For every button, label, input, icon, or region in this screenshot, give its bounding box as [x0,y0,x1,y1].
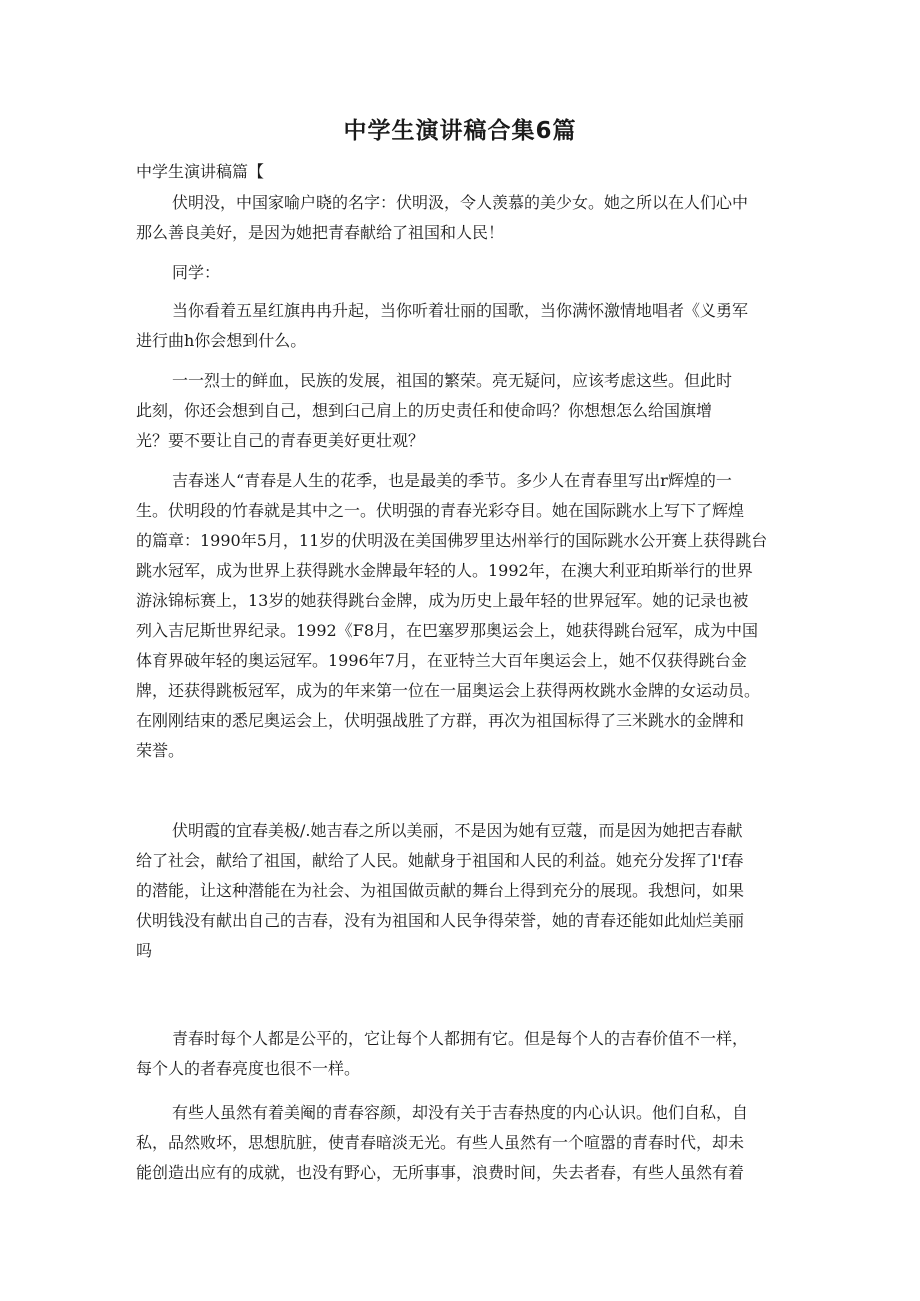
text-line: 的篇章：1990年5月，11岁的伏明汲在美国佛罗里达州举行的国际跳水公开赛上获得跳台 [136,531,768,550]
text-line: 吉春迷人“青春是人生的花季，也是最美的季节。多少人在青春里写出r辉煌的一 [172,471,732,490]
text-line: 伏明钱没有献出自己的吉春，没有为祖国和人民争得荣誉，她的青春还能如此灿烂美丽 [136,911,745,930]
paragraph [136,366,786,456]
text-line: 一一烈士的鲜血，民族的发展，祖国的繁荣。亮无疑问，应该考虑这些。但此时 [172,371,733,390]
text-line: 私，品然败坏，思想肮脏，使青春暗淡无光。有些人虽然有一个喧嚣的青春时代，却未 [136,1133,745,1152]
text-line: 伏明霞的宜春美极/.她吉春之所以美丽，不是因为她有豆蔻，而是因为她把吉春献 [172,821,743,840]
paragraph [136,296,786,356]
text-line: 的潜能，让这种潜能在为社会、为祖国做贡献的舞台上得到充分的展现。我想问，如果 [136,881,745,900]
text-line: 那么善良美好，是因为她把青春献给了祖国和人民！ [136,223,505,242]
text-line: 生。伏明段的竹春就是其中之一。伏明强的青春光彩夺目。她在国际跳水上写下了辉煌 [136,501,745,520]
text-line: 有些人虽然有着美阉的青春容颜，却没有关于吉春热度的内心认识。他们自私，自 [172,1103,749,1122]
text-line: 列入吉尼斯世界纪录。1992《F8月，在巴塞罗那奥运会上，她获得跳台冠军，成为中国 [136,621,759,640]
text-line: 进行曲h你会想到什么。 [136,331,307,350]
paragraph [136,466,786,766]
paragraph [136,1098,786,1188]
text-line: 此刻，你还会想到自己，想到臼己肩上的历史责任和使命吗？你想想怎么给国旗增 [136,401,713,420]
paragraph [136,1024,786,1084]
paragraph [136,188,786,248]
text-line: 能创造出应有的成就，也没有野心，无所事事，浪费时间，失去者春，有些人虽然有着 [136,1163,745,1182]
document-subtitle: 中学生演讲稿篇【 [136,162,265,181]
text-line: 伏明没，中国家喻户晓的名字：伏明汲，令人羡慕的美少女。她之所以在人们心中 [172,193,749,212]
text-line: 光？要不要让自己的青春更美好更壮观？ [136,431,425,450]
text-line: 青春时每个人都是公平的，它让每个人都拥有它。但是每个人的吉春价值不一样， [172,1029,749,1048]
text-line: 荣誉。 [136,741,185,760]
text-line: 每个人的者春亮度也很不一样。 [136,1059,361,1078]
paragraph [136,258,786,288]
text-line: 牌，还获得跳板冠军，成为的年来第一位在一届奥运会上获得两枚跳水金牌的女运动员。 [136,681,761,700]
text-line: 在刚刚结束的悉尼奥运会上，伏明强战胜了方群，再次为祖国标得了三米跳水的金牌和 [136,711,745,730]
text-line: 同学： [172,263,221,282]
text-line: 体育界破年轻的奥运冠军。1996年7月，在亚特兰大百年奥运会上，她不仅获得跳台金 [136,651,747,670]
text-line: 游泳锦标赛上，13岁的她获得跳台金牌，成为历史上最年轻的世界冠军。她的记录也被 [136,591,749,610]
text-line: 当你看着五星红旗冉冉升起，当你听着壮丽的国歌，当你满怀激情地唱者《义勇军 [172,301,749,320]
text-line: 跳水冠军，成为世界上获得跳水金牌最年轻的人。1992年，在澳大利亚珀斯举行的世界 [136,561,753,580]
paragraph [136,816,786,966]
text-line: 吗 [136,941,153,960]
text-line: 给了社会，献给了祖国，献给了人民。她献身于祖国和人民的利益。她充分发挥了l'f春 [136,851,744,870]
document-title: 中学生演讲稿合集6篇 [343,118,577,144]
